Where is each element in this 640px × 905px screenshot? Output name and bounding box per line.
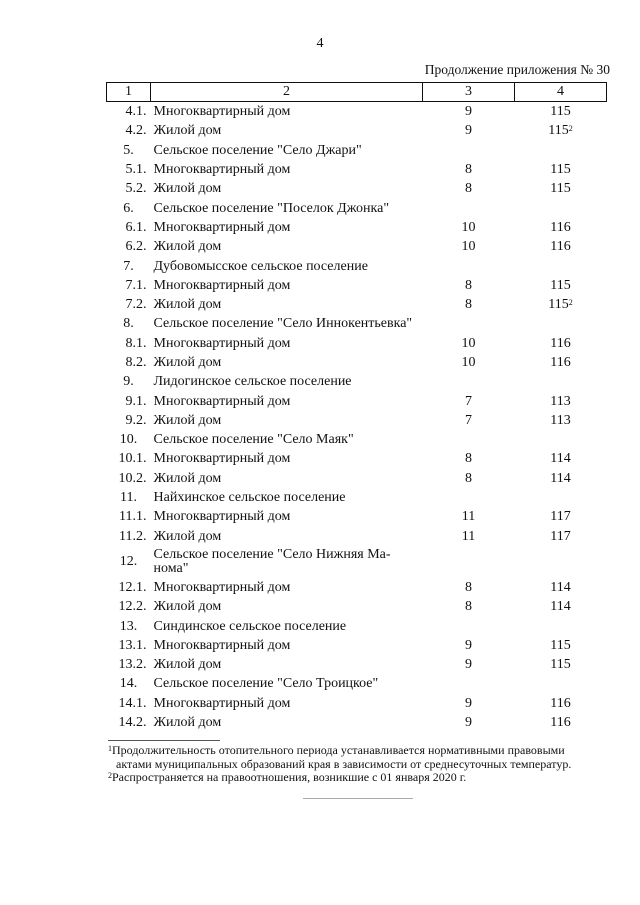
table-row xyxy=(107,218,607,237)
value-col-3: 9 xyxy=(465,123,472,139)
value-text: 116 xyxy=(550,239,571,255)
value-text: 115 xyxy=(550,637,571,653)
value-col-4 xyxy=(515,372,607,391)
building-type: Жилой дом xyxy=(153,297,222,313)
settlement-name: Дубовомысское сельское поселение xyxy=(153,258,368,274)
continuation-caption: Продолжение приложения № 30 xyxy=(424,62,610,77)
value-text: 115 xyxy=(548,297,569,313)
table-section-row xyxy=(107,616,607,635)
value-col-3: 9 xyxy=(465,104,472,120)
footnote-continuation: актами муниципальных образований края в зависимости от среднесуточных температур. xyxy=(116,756,572,771)
value-col-4 xyxy=(515,121,607,140)
value-col-4 xyxy=(515,488,607,507)
row-number: 10.1. xyxy=(118,451,147,467)
value-col-4 xyxy=(515,237,607,256)
value-text: 114 xyxy=(550,470,571,486)
value-col-4 xyxy=(515,694,607,713)
table-row xyxy=(107,527,607,546)
value-col-4 xyxy=(515,256,607,275)
row-number: 13.2. xyxy=(118,657,147,673)
value-text: 117 xyxy=(550,528,571,544)
value-col-3 xyxy=(423,372,515,391)
value-col-3: 8 xyxy=(465,470,472,486)
value-col-4 xyxy=(515,314,607,333)
value-col-3: 9 xyxy=(465,715,472,731)
table-section-row xyxy=(107,314,607,333)
building-type: Многоквартирный дом xyxy=(153,104,291,120)
value-col-4 xyxy=(515,674,607,693)
value-col-4 xyxy=(515,102,607,122)
settlement-name: Сельское поселение "Село Маяк" xyxy=(153,432,354,448)
value-col-3: 8 xyxy=(465,599,472,615)
table-section-row xyxy=(107,674,607,693)
value-col-3: 11 xyxy=(461,528,476,544)
value-col-4 xyxy=(515,334,607,353)
table-row xyxy=(107,391,607,410)
value-col-3: 10 xyxy=(461,355,476,370)
value-col-4 xyxy=(515,218,607,237)
row-number: 11. xyxy=(120,490,137,506)
table-row xyxy=(107,449,607,468)
value-col-4 xyxy=(515,469,607,488)
value-text: 115 xyxy=(550,277,571,293)
value-col-4 xyxy=(515,449,607,468)
value-text: 116 xyxy=(550,355,571,370)
row-number: 6. xyxy=(123,200,134,216)
value-col-3: 9 xyxy=(465,695,472,711)
value-text: 114 xyxy=(550,451,571,467)
building-type: Многоквартирный дом xyxy=(153,335,291,351)
value-text: 115 xyxy=(550,104,571,120)
building-type: Жилой дом xyxy=(153,239,222,255)
row-number: 7.2. xyxy=(125,297,147,313)
row-number: 12.1. xyxy=(118,579,147,595)
value-text: 114 xyxy=(550,599,571,615)
footnote-1 xyxy=(108,744,610,771)
table-row xyxy=(107,694,607,713)
table-row xyxy=(107,636,607,655)
row-number: 13.1. xyxy=(118,637,147,653)
value-text: 116 xyxy=(550,695,571,711)
table-section-row xyxy=(107,488,607,507)
row-number: 4.2. xyxy=(125,123,147,139)
value-text: 113 xyxy=(550,393,571,409)
footnote-2 xyxy=(108,771,610,785)
row-number: 13. xyxy=(119,618,138,634)
value-col-4 xyxy=(515,411,607,430)
building-type: Многоквартирный дом xyxy=(153,451,291,467)
value-col-4 xyxy=(515,391,607,410)
building-type: Многоквартирный дом xyxy=(153,219,291,235)
footnotes xyxy=(108,740,610,785)
table-row xyxy=(107,507,607,526)
row-number: 9.1. xyxy=(125,393,147,409)
value-col-4 xyxy=(515,597,607,616)
table-row xyxy=(107,353,607,372)
value-col-3: 8 xyxy=(465,297,472,313)
value-col-4 xyxy=(515,276,607,295)
building-type: Многоквартирный дом xyxy=(153,695,291,711)
row-number: 14.2. xyxy=(118,715,147,731)
value-col-3: 10 xyxy=(461,335,476,351)
value-col-3: 11 xyxy=(461,509,476,525)
table-row xyxy=(107,469,607,488)
building-type: Жилой дом xyxy=(153,599,222,615)
table-section-row xyxy=(107,430,607,449)
table-section-row xyxy=(107,141,607,160)
value-text: 116 xyxy=(550,219,571,235)
value-col-3 xyxy=(423,314,515,333)
value-col-4 xyxy=(515,179,607,198)
value-col-4 xyxy=(515,546,607,578)
header-col-2: 2 xyxy=(151,83,423,102)
table-header-row xyxy=(107,83,607,102)
table-row xyxy=(107,295,607,314)
building-type: Жилой дом xyxy=(153,528,222,544)
value-col-3: 9 xyxy=(465,637,472,653)
value-col-4 xyxy=(515,507,607,526)
building-type: Жилой дом xyxy=(153,470,222,486)
settlement-name: Лидогинское сельское поселение xyxy=(153,374,352,390)
footnote-mark: 2 xyxy=(108,771,112,780)
heating-period-table xyxy=(106,82,606,732)
value-col-3: 10 xyxy=(461,239,476,255)
value-col-4 xyxy=(515,713,607,732)
building-type: Жилой дом xyxy=(153,123,222,139)
value-col-3 xyxy=(423,546,515,578)
value-col-3: 9 xyxy=(465,657,472,673)
settlement-name: Сельское поселение "Село Джари" xyxy=(153,142,362,158)
building-type: Многоквартирный дом xyxy=(153,509,291,525)
value-col-4 xyxy=(515,655,607,674)
row-number: 8.1. xyxy=(125,335,147,351)
building-type: Жилой дом xyxy=(153,657,222,673)
table-section-row xyxy=(107,372,607,391)
settlement-name: Сельское поселение "Поселок Джонка" xyxy=(153,200,390,216)
table-row xyxy=(107,179,607,198)
table-row xyxy=(107,237,607,256)
row-number: 7.1. xyxy=(125,277,147,293)
row-number: 8.2. xyxy=(125,355,147,370)
row-number: 12. xyxy=(119,554,138,570)
value-col-3: 8 xyxy=(465,162,472,178)
row-number: 8. xyxy=(123,316,134,332)
row-number: 14.1. xyxy=(118,695,147,711)
table-section-row xyxy=(107,546,607,578)
table-row xyxy=(107,334,607,353)
value-col-4 xyxy=(515,636,607,655)
value-col-3: 8 xyxy=(465,181,472,197)
value-text: 117 xyxy=(550,509,571,525)
row-number: 4.1. xyxy=(125,104,147,120)
settlement-name: Найхинское сельское поселение xyxy=(153,490,346,506)
end-separator xyxy=(303,798,413,799)
row-number: 6.2. xyxy=(125,239,147,255)
value-col-3: 7 xyxy=(465,412,472,428)
building-type: Многоквартирный дом xyxy=(153,637,291,653)
value-text: 116 xyxy=(550,335,571,351)
table-row xyxy=(107,655,607,674)
settlement-name: Сельское поселение "Село Троицкое" xyxy=(153,676,379,692)
footnote-text: Распространяется на правоотношения, возникшие с 01 января 2020 г. xyxy=(112,770,467,784)
table-row xyxy=(107,597,607,616)
settlement-name: Сельское поселение "Село Нижняя Ма-нома" xyxy=(153,546,391,576)
value-col-3 xyxy=(423,674,515,693)
table-row xyxy=(107,578,607,597)
value-col-4 xyxy=(515,430,607,449)
value-text: 115 xyxy=(550,181,571,197)
row-number: 11.1. xyxy=(119,509,147,525)
value-col-3: 10 xyxy=(461,219,476,235)
value-col-3: 8 xyxy=(465,579,472,595)
row-number: 10.2. xyxy=(118,470,147,486)
settlement-name: Синдинское сельское поселение xyxy=(153,618,347,634)
table-body xyxy=(107,102,607,733)
building-type: Жилой дом xyxy=(153,355,222,370)
building-type: Многоквартирный дом xyxy=(153,393,291,409)
row-number: 5.1. xyxy=(125,162,147,178)
value-col-3 xyxy=(423,256,515,275)
value-col-4 xyxy=(515,616,607,635)
value-text: 113 xyxy=(550,412,571,428)
footnote-separator xyxy=(108,740,220,741)
table-row xyxy=(107,160,607,179)
row-number: 7. xyxy=(123,258,134,274)
value-col-3 xyxy=(423,488,515,507)
page-number: 4 xyxy=(316,36,324,51)
value-col-3: 7 xyxy=(465,393,472,409)
value-text: 114 xyxy=(550,579,571,595)
value-col-3: 8 xyxy=(465,277,472,293)
row-number: 10. xyxy=(119,432,138,448)
footnote-ref: 2 xyxy=(568,298,573,308)
value-col-3 xyxy=(423,198,515,217)
value-col-4 xyxy=(515,527,607,546)
value-col-3 xyxy=(423,141,515,160)
footnote-ref: 2 xyxy=(568,124,573,134)
row-number: 12.2. xyxy=(118,599,147,615)
settlement-name: Сельское поселение "Село Иннокентьевка" xyxy=(153,316,413,332)
row-number: 11.2. xyxy=(119,528,147,544)
header-col-4: 4 xyxy=(515,83,607,102)
value-col-4 xyxy=(515,141,607,160)
table-row xyxy=(107,102,607,122)
value-col-4 xyxy=(515,295,607,314)
header-col-3: 3 xyxy=(423,83,515,102)
row-number: 5.2. xyxy=(125,181,147,197)
header-col-1: 1 xyxy=(107,83,151,102)
footnote-text: Продолжительность отопительного периода устанавливается нормативными правовыми xyxy=(112,743,565,757)
building-type: Жилой дом xyxy=(153,181,222,197)
table-row xyxy=(107,411,607,430)
table-row xyxy=(107,276,607,295)
value-text: 115 xyxy=(550,162,571,178)
value-col-4 xyxy=(515,353,607,372)
value-col-3 xyxy=(423,616,515,635)
building-type: Многоквартирный дом xyxy=(153,579,291,595)
row-number: 9.2. xyxy=(125,412,147,428)
table-section-row xyxy=(107,256,607,275)
row-number: 6.1. xyxy=(125,219,147,235)
building-type: Жилой дом xyxy=(153,412,222,428)
value-col-3 xyxy=(423,430,515,449)
value-col-4 xyxy=(515,578,607,597)
footnote-mark: 1 xyxy=(108,744,112,753)
value-col-3: 8 xyxy=(465,451,472,467)
table-row xyxy=(107,713,607,732)
building-type: Многоквартирный дом xyxy=(153,277,291,293)
value-text: 115 xyxy=(548,123,569,139)
building-type: Многоквартирный дом xyxy=(153,162,291,178)
value-text: 115 xyxy=(550,657,571,673)
row-number: 9. xyxy=(123,374,134,390)
value-col-4 xyxy=(515,198,607,217)
table-row xyxy=(107,121,607,140)
value-col-4 xyxy=(515,160,607,179)
building-type: Жилой дом xyxy=(153,715,222,731)
table-section-row xyxy=(107,198,607,217)
row-number: 5. xyxy=(123,142,134,158)
row-number: 14. xyxy=(119,676,138,692)
value-text: 116 xyxy=(550,715,571,731)
